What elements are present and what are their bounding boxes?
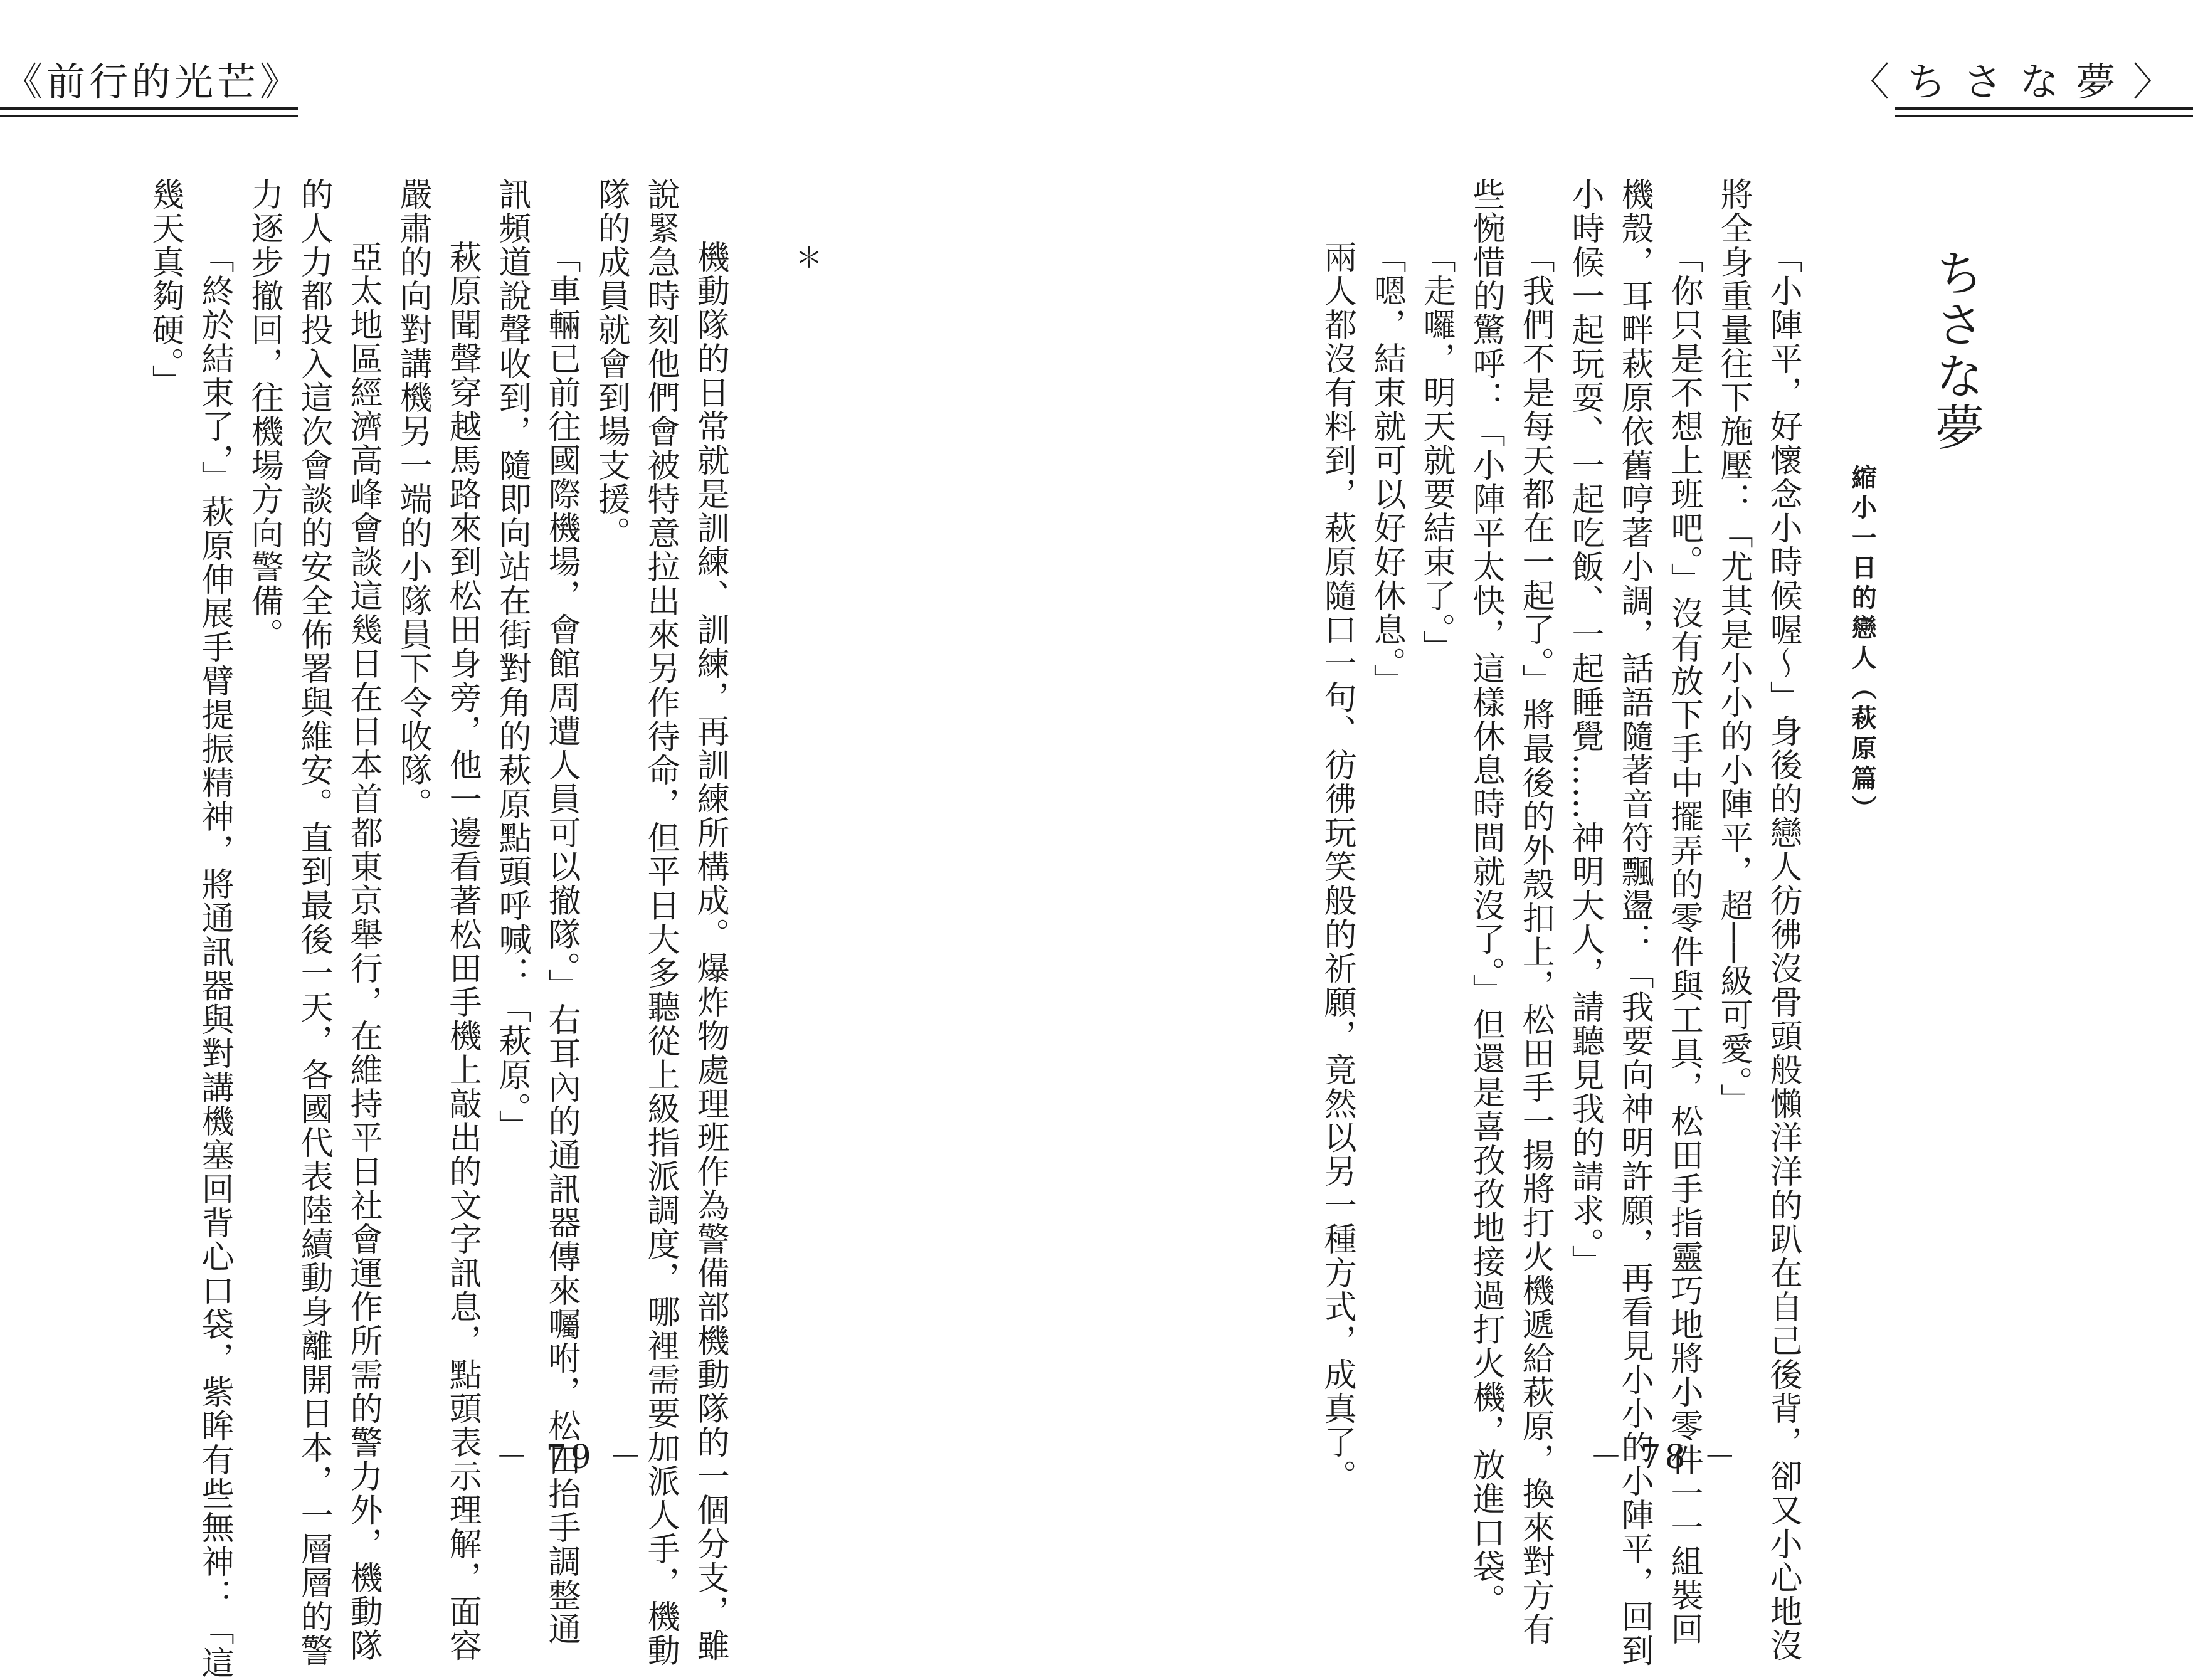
scene-break-asterisk: ＊ [795, 242, 823, 274]
text-line: 萩原聞聲穿越馬路來到松田身旁，他一邊看著松田手機上敲出的文字訊息，點頭表示理解，面容 [443, 240, 482, 1662]
chapter-subtitle: 縮小一日的戀人（萩原篇） [1847, 464, 1878, 825]
text-line: 力逐步撤回，往機場方向警備。 [245, 177, 283, 652]
header-rule-right-thick [1895, 107, 2193, 110]
text-line: 隊的成員就會到場支援。 [592, 177, 630, 550]
text-line: 「我們不是每天都在一起了。」將最後的外殼扣上，松田手一揚將打火機遞給萩原，換來對方有 [1516, 240, 1555, 1646]
text-line: 機動隊的日常就是訓練、訓練，再訓練所構成。爆炸物處理班作為警備部機動隊的一個分支，雖 [691, 240, 729, 1662]
text-line: 訊頻道說聲收到，隨即向站在街對角的萩原點頭呼喊：「萩原。」 [493, 177, 531, 1143]
page-number: － 79 － [495, 1439, 646, 1476]
text-line: 「小陣平，好懷念小時候喔～」身後的戀人彷彿沒骨頭般懶洋洋的趴在自己後背，卻又小心地沒 [1764, 240, 1802, 1662]
text-line: 幾天真夠硬。」 [146, 177, 184, 398]
running-head-book-title: 《前行的光芒》 [4, 59, 303, 105]
header-rule-right-thin [1895, 115, 2193, 117]
text-line: 說緊急時刻他們會被特意拉出來另作待命，但平日大多聽從上級指派調度，哪裡需要加派人手，機動 [642, 177, 680, 1667]
text-line: 「你只是不想上班吧。」沒有放下手中擺弄的零件與工具，松田手指靈巧地將小零件一一組裝回 [1665, 240, 1703, 1646]
running-head-chapter-title: 〈ちさな夢〉 [1850, 59, 2189, 105]
text-line: 「嗯，結束就可以好好休息。」 [1368, 240, 1406, 698]
text-line: 將全身重量往下施壓：「尤其是小小的小陣平，超──級可愛。」 [1715, 177, 1753, 1117]
text-line: 亞太地區經濟高峰會談這幾日在日本首都東京舉行，在維持平日社會運作所需的警力外，機動隊 [344, 240, 383, 1662]
text-line: 「走囉，明天就要結束了。」 [1417, 240, 1456, 664]
text-line: 「車輛已前往國際機場，會館周遭人員可以撤隊。」右耳內的通訊器傳來囑咐，松田抬手調整通 [542, 240, 581, 1646]
text-line: 兩人都沒有料到，萩原隨口一句、彷彿玩笑般的祈願，竟然以另一種方式，成真了。 [1318, 240, 1356, 1493]
chapter-title: ちさな夢 [1927, 248, 1984, 453]
text-line: 些惋惜的驚呼：「小陣平太快，這樣休息時間就沒了。」但還是喜孜孜地接過打火機，放進口袋。 [1467, 177, 1505, 1617]
header-rule-left-thin [0, 115, 298, 117]
text-line: 的人力都投入這次會談的安全佈署與維安。直到最後一天，各國代表陸續動身離開日本，一層層的警 [295, 177, 333, 1667]
text-line: 機殼，耳畔萩原依舊哼著小調，話語隨著音符飄盪：「我要向神明許願，再看見小小的小陣平，回到 [1615, 177, 1654, 1667]
header-rule-left-thick [0, 107, 298, 110]
page-number: － 78 － [1590, 1439, 1740, 1476]
text-line: 小時候一起玩耍、一起吃飯、一起睡覺……神明大人，請聽見我的請求。」 [1566, 177, 1604, 1279]
text-line: 嚴肅的向對講機另一端的小隊員下令收隊。 [394, 177, 432, 821]
text-line: 「終於結束了，」萩原伸展手臂提振精神，將通訊器與對講機塞回背心口袋，紫眸有些無神：「這 [196, 240, 234, 1680]
